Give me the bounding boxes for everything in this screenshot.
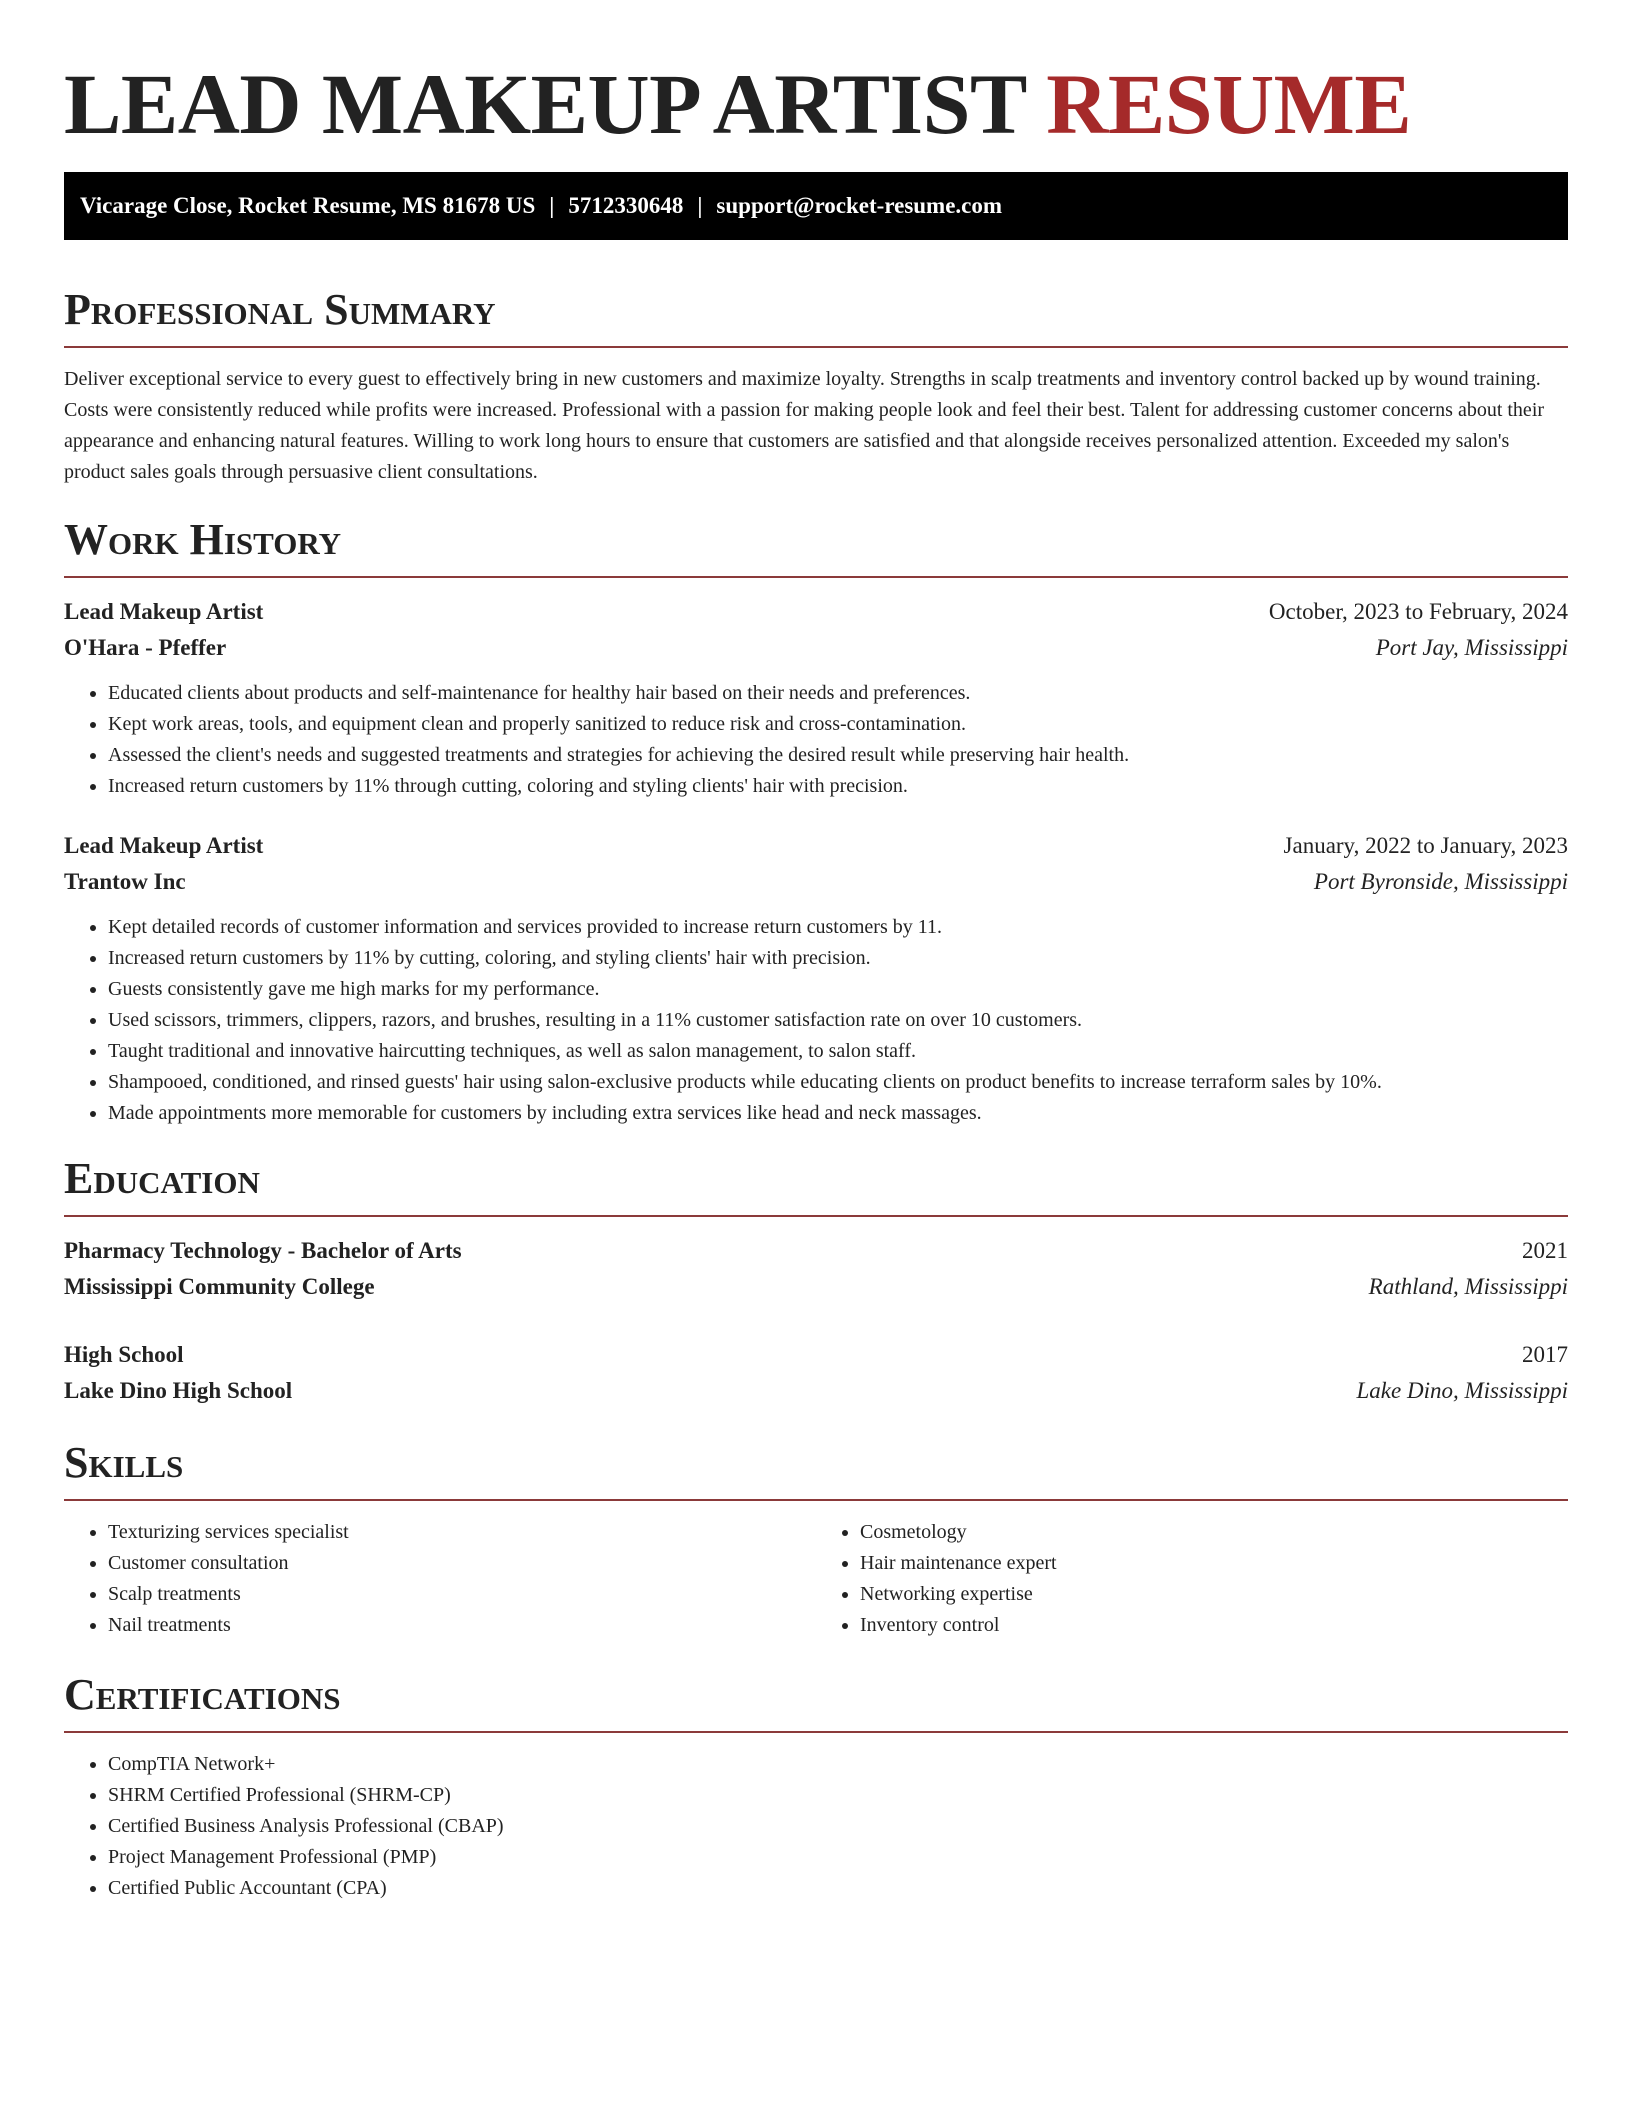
education-school: Mississippi Community College xyxy=(64,1274,375,1299)
job-title: Lead Makeup Artist xyxy=(64,599,264,624)
job-entry xyxy=(64,828,1568,1129)
job-dates: January, 2022 to January, 2023 xyxy=(1283,833,1568,858)
list-item: • Used scissors, trimmers, clippers, razors, and brushes, resulting in a 11% customer satisfaction rate on over 10 customers. xyxy=(108,1005,1568,1036)
list-item: • Kept work areas, tools, and equipment clean and properly sanitized to reduce risk and cross-contamination. xyxy=(108,709,1568,740)
contact-bar xyxy=(64,172,1568,240)
certifications-heading: Certifications xyxy=(64,1669,1568,1733)
list-item: • Networking expertise xyxy=(860,1579,1568,1610)
list-item: • Educated clients about products and self-maintenance for healthy hair based on their needs and preferences. xyxy=(108,678,1568,709)
list-item: • Assessed the client's needs and suggested treatments and strategies for achieving the desired result while preserving hair health. xyxy=(108,740,1568,771)
work-heading: Work History xyxy=(64,514,1568,578)
job-entry xyxy=(64,594,1568,802)
job-title-row xyxy=(64,594,1568,630)
job-bullets xyxy=(64,912,1568,1129)
education-degree: High School xyxy=(64,1342,184,1367)
list-item: • Project Management Professional (PMP) xyxy=(108,1842,1568,1873)
education-section xyxy=(64,1153,1568,1409)
education-entry xyxy=(64,1337,1568,1409)
list-item: • CompTIA Network+ xyxy=(108,1749,1568,1780)
list-item: • Guests consistently gave me high marks for my performance. xyxy=(108,974,1568,1005)
work-section xyxy=(64,514,1568,1129)
job-title-row xyxy=(64,828,1568,864)
job-company-row xyxy=(64,864,1568,900)
skills-section xyxy=(64,1437,1568,1641)
contact-address: Vicarage Close, Rocket Resume, MS 81678 US xyxy=(80,193,536,218)
list-item: • Taught traditional and innovative haircutting techniques, as well as salon management, to salon staff. xyxy=(108,1036,1568,1067)
list-item: • SHRM Certified Professional (SHRM-CP) xyxy=(108,1780,1568,1811)
contact-phone: 5712330648 xyxy=(568,193,684,218)
list-item: • Shampooed, conditioned, and rinsed guests' hair using salon-exclusive products while educating clients on product benefits to increase terraform sales by 10%. xyxy=(108,1067,1568,1098)
job-company-row xyxy=(64,630,1568,666)
summary-heading: Professional Summary xyxy=(64,284,1568,348)
contact-separator: | xyxy=(549,193,555,218)
skills-list-left xyxy=(64,1517,816,1641)
job-location: Port Jay, Mississippi xyxy=(1375,635,1568,660)
education-school-row xyxy=(64,1269,1568,1305)
list-item: • Kept detailed records of customer information and services provided to increase return customers by 11. xyxy=(108,912,1568,943)
job-title: Lead Makeup Artist xyxy=(64,833,264,858)
education-year: 2021 xyxy=(1522,1238,1568,1263)
job-bullets xyxy=(64,678,1568,802)
list-item: • Increased return customers by 11% through cutting, coloring and styling clients' hair with precision. xyxy=(108,771,1568,802)
list-item: • Certified Business Analysis Professional (CBAP) xyxy=(108,1811,1568,1842)
contact-email: support@rocket-resume.com xyxy=(716,193,1003,218)
education-location: Rathland, Mississippi xyxy=(1368,1274,1568,1299)
list-item: • Certified Public Accountant (CPA) xyxy=(108,1873,1568,1904)
resume-title xyxy=(64,56,1568,172)
education-year: 2017 xyxy=(1522,1342,1568,1367)
contact-separator: | xyxy=(697,193,703,218)
education-degree-row xyxy=(64,1337,1568,1373)
education-school-row xyxy=(64,1373,1568,1409)
education-school: Lake Dino High School xyxy=(64,1378,293,1403)
education-entry xyxy=(64,1233,1568,1305)
list-item: • Hair maintenance expert xyxy=(860,1548,1568,1579)
summary-text: Deliver exceptional service to every guest to effectively bring in new customers and maximize loyalty. Strengths in scalp treatments and inventory control backed up by wound training. Costs were consistently reduced while profits were increased. Professional with a passion for making people look and feel their best. Talent for addressing customer concerns about their appearance and enhancing natural features. Willing to work long hours to ensure that customers are satisfied and that alongside receives personalized attention. Exceeded my salon's product sales goals through persuasive client consultations. xyxy=(64,368,1545,483)
certifications-list xyxy=(64,1749,1568,1904)
job-location: Port Byronside, Mississippi xyxy=(1313,869,1568,894)
education-degree: Pharmacy Technology - Bachelor of Arts xyxy=(64,1238,462,1263)
skills-heading: Skills xyxy=(64,1437,1568,1501)
job-company: Trantow Inc xyxy=(64,869,186,894)
summary-section xyxy=(64,284,1568,488)
job-company: O'Hara - Pfeffer xyxy=(64,635,227,660)
skills-list-right xyxy=(816,1517,1568,1641)
education-degree-row xyxy=(64,1233,1568,1269)
title-main: LEAD MAKEUP ARTIST xyxy=(64,56,1026,152)
title-accent: RESUME xyxy=(1046,56,1412,152)
resume-page xyxy=(64,0,1568,1904)
education-heading: Education xyxy=(64,1153,1568,1217)
list-item: • Customer consultation xyxy=(108,1548,816,1579)
education-location: Lake Dino, Mississippi xyxy=(1356,1378,1568,1403)
list-item: • Increased return customers by 11% by cutting, coloring, and styling clients' hair with precision. xyxy=(108,943,1568,974)
list-item: • Texturizing services specialist xyxy=(108,1517,816,1548)
certifications-section xyxy=(64,1669,1568,1904)
list-item: • Made appointments more memorable for customers by including extra services like head and neck massages. xyxy=(108,1098,1568,1129)
skills-grid xyxy=(64,1517,1568,1641)
job-dates: October, 2023 to February, 2024 xyxy=(1268,599,1568,624)
list-item: • Nail treatments xyxy=(108,1610,816,1641)
list-item: • Cosmetology xyxy=(860,1517,1568,1548)
list-item: • Scalp treatments xyxy=(108,1579,816,1610)
list-item: • Inventory control xyxy=(860,1610,1568,1641)
